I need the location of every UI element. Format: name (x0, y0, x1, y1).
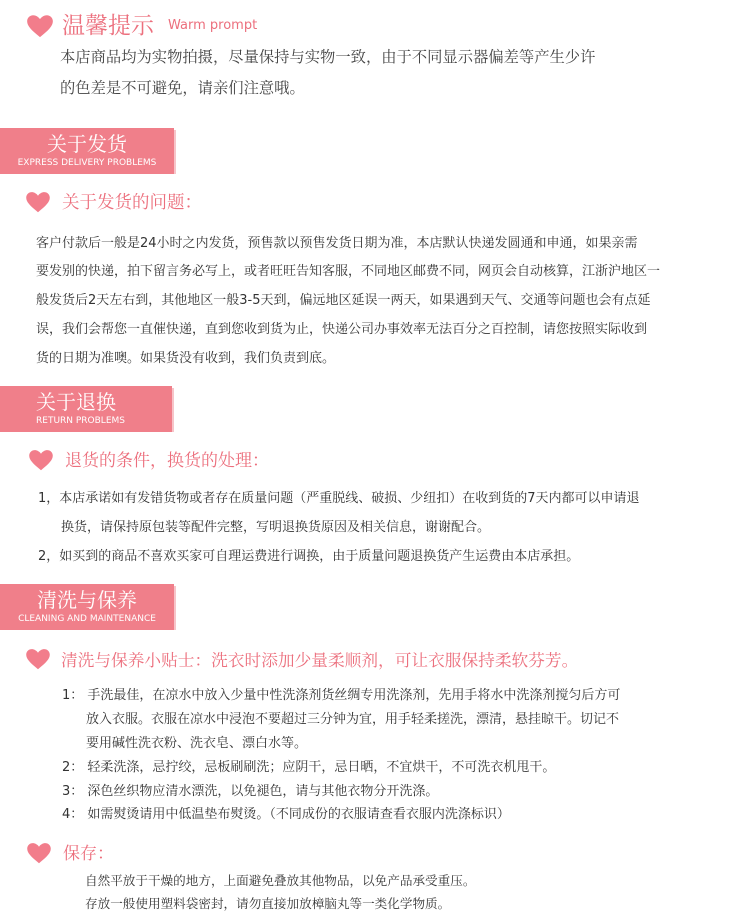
care-line-3: 要用碱性洗衣粉、洗衣皂、漂白水等。 (86, 736, 308, 751)
delivery-banner (0, 128, 174, 172)
care-divider (0, 628, 174, 630)
delivery-line-2: 要发别的快递，拍下留言务必写上，或者旺旺告知客服，不同地区邮费不同，网页会自动核算，江浙沪地区一 (36, 264, 661, 279)
warm-prompt-subtitle: Warm prompt (168, 18, 258, 33)
warm-prompt-title: 温馨提示 (62, 13, 154, 39)
warm-line-2: 的色差是不可避免，请亲们注意哦。 (60, 79, 305, 97)
storage-line-2: 存放一般使用塑料袋密封，请勿直接加放樟脑丸等一类化学物质。 (85, 896, 451, 911)
care-line-1: 1： 手洗最佳，在凉水中放入少量中性洗涤剂货丝绸专用洗涤剂，先用手将水中洗涤剂搅匀后方可 (62, 688, 621, 703)
delivery-divider (0, 172, 174, 174)
returns-banner (0, 386, 172, 430)
heart-icon (25, 648, 51, 670)
returns-divider (0, 430, 172, 432)
returns-line-3: 2，如买到的商品不喜欢买家可自理运费进行调换，由于质量问题退换货产生运费由本店承担。 (38, 549, 580, 564)
heart-icon (25, 191, 51, 213)
returns-banner-subtitle: RETURN PROBLEMS (36, 416, 125, 426)
delivery-heading: 关于发货的问题： (62, 193, 202, 213)
heart-icon (28, 449, 54, 471)
delivery-line-4: 误，我们会帮您一直催快递，直到您收到货为止，快递公司办事效率无法百分之百控制，请您按照实际收到 (36, 322, 648, 337)
heart-icon (26, 842, 52, 864)
care-banner (0, 584, 174, 628)
care-line-5: 3： 深色丝织物应清水漂洗，以免褪色，请与其他衣物分开洗涤。 (62, 784, 439, 799)
care-heading: 清洗与保养小贴士：洗衣时添加少量柔顺剂，可让衣服保持柔软芬芳。 (61, 650, 579, 670)
delivery-line-5: 货的日期为准噢。如果货没有收到，我们负责到底。 (36, 351, 336, 366)
care-line-2: 放入衣服。衣服在凉水中浸泡不要超过三分钟为宜，用手轻柔搓洗，漂清，悬挂晾干。切记不 (86, 712, 620, 727)
storage-heading: 保存： (63, 844, 114, 864)
care-banner-subtitle: CLEANING AND MAINTENANCE (18, 614, 156, 624)
care-line-4: 2： 轻柔洗涤，忌拧绞，忌板刷刷洗；应阴干，忌日晒，不宜烘干，不可洗衣机甩干。 (62, 760, 556, 775)
returns-line-1: 1，本店承诺如有发错货物或者存在质量问题（严重脱线、破损、少纽扣）在收到货的7天内都可以申请退 (38, 491, 640, 506)
care-line-6: 4： 如需熨烫请用中低温垫布熨烫。（不同成份的衣服请查看衣服内洗涤标识） (62, 807, 510, 822)
storage-line-1: 自然平放于干燥的地方，上面避免叠放其他物品，以免产品承受重压。 (85, 873, 476, 888)
returns-banner-title: 关于退换 (36, 390, 116, 414)
warm-line-1: 本店商品均为实物拍摄，尽量保持与实物一致，由于不同显示器偏差等产生少许 (60, 48, 596, 66)
heart-icon (26, 14, 54, 38)
delivery-line-3: 般发货后2天左右到，其他地区一般3-5天到，偏远地区延误一两天，如果遇到天气、交通等问题也会有点延 (36, 293, 651, 308)
returns-heading: 退货的条件，换货的处理： (65, 451, 269, 471)
delivery-banner-subtitle: EXPRESS DELIVERY PROBLEMS (17, 158, 157, 168)
returns-line-2: 换货，请保持原包装等配件完整，写明退换货原因及相关信息，谢谢配合。 (61, 520, 491, 535)
delivery-line-1: 客户付款后一般是24小时之内发货，预售款以预售发货日期为准，本店默认快递发圆通和申通，如果亲需 (36, 236, 638, 251)
delivery-banner-title: 关于发货 (47, 132, 127, 156)
care-banner-title: 清洗与保养 (37, 588, 137, 612)
